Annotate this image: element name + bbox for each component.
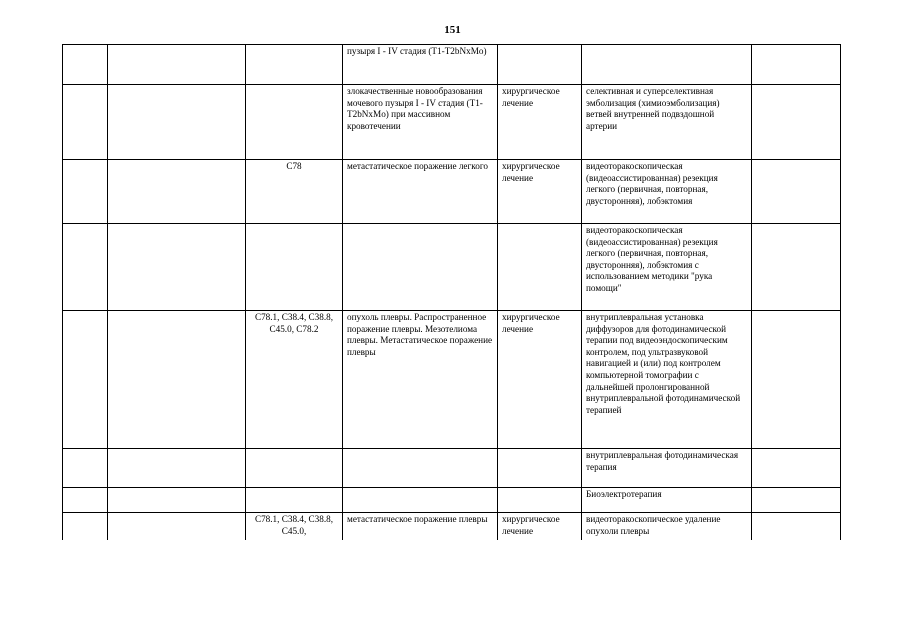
table-row	[63, 224, 841, 311]
cell-index	[63, 160, 108, 224]
cell-profile	[108, 449, 246, 488]
cell-treatment-type	[498, 224, 582, 311]
cell-norm	[752, 45, 841, 85]
cell-diagnosis	[343, 224, 498, 311]
cell-index	[63, 513, 108, 541]
cell-treatment-type	[498, 45, 582, 85]
cell-icd-code	[246, 45, 343, 85]
cell-norm	[752, 488, 841, 513]
cell-treatment-type	[498, 449, 582, 488]
cell-norm	[752, 449, 841, 488]
table-row	[63, 449, 841, 488]
cell-index	[63, 311, 108, 449]
cell-norm	[752, 311, 841, 449]
cell-treatment-type: хирургическое лечение	[498, 513, 582, 541]
cell-treatment-method: внутриплевральная установка диффузоров для фотодинамической терапии под видеоэндоскопическим контролем, под ультразвуковой навигацией и (или) под контролем компьютерной томографии с дальнейшей пролонгированной внутриплевральной фотодинамической терапией	[582, 311, 752, 449]
table-row	[63, 311, 841, 449]
cell-treatment-type	[498, 488, 582, 513]
table-row	[63, 45, 841, 85]
cell-index	[63, 488, 108, 513]
cell-norm	[752, 513, 841, 541]
cell-icd-code: C78.1, C38.4, C38.8, C45.0, C78.2	[246, 311, 343, 449]
medical-care-table	[62, 44, 841, 540]
cell-profile	[108, 488, 246, 513]
cell-index	[63, 224, 108, 311]
cell-diagnosis: метастатическое поражение легкого	[343, 160, 498, 224]
cell-treatment-method: селективная и суперселективная эмболизация (химиоэмболизация) ветвей внутренней подвздошной артерии	[582, 85, 752, 160]
cell-diagnosis: злокачественные новообразования мочевого пузыря I - IV стадия (T1-T2bNxMo) при массивном кровотечении	[343, 85, 498, 160]
cell-treatment-type: хирургическое лечение	[498, 85, 582, 160]
cell-index	[63, 449, 108, 488]
cell-profile	[108, 45, 246, 85]
table-row	[63, 85, 841, 160]
cell-diagnosis: пузыря I - IV стадия (T1-T2bNxMo)	[343, 45, 498, 85]
cell-diagnosis	[343, 449, 498, 488]
cell-icd-code: C78.1, C38.4, C38.8, C45.0,	[246, 513, 343, 541]
cell-diagnosis: метастатическое поражение плевры	[343, 513, 498, 541]
cell-icd-code: C78	[246, 160, 343, 224]
cell-norm	[752, 85, 841, 160]
cell-treatment-method: видеоторакоскопическое удаление опухоли плевры	[582, 513, 752, 541]
cell-treatment-type: хирургическое лечение	[498, 311, 582, 449]
cell-icd-code	[246, 449, 343, 488]
page-number: 151	[444, 24, 461, 36]
cell-profile	[108, 224, 246, 311]
table-row	[63, 488, 841, 513]
cell-profile	[108, 160, 246, 224]
cell-diagnosis	[343, 488, 498, 513]
cell-icd-code	[246, 85, 343, 160]
cell-treatment-method: внутриплевральная фотодинамическая терапия	[582, 449, 752, 488]
cell-treatment-method: видеоторакоскопическая (видеоассистированная) резекция легкого (первичная, повторная, двусторонняя), лобэктомия с использованием методики "рука помощи"	[582, 224, 752, 311]
cell-profile	[108, 311, 246, 449]
cell-norm	[752, 160, 841, 224]
cell-diagnosis: опухоль плевры. Распространенное поражение плевры. Мезотелиома плевры. Метастатическое поражение плевры	[343, 311, 498, 449]
cell-treatment-method: видеоторакоскопическая (видеоассистированная) резекция легкого (первичная, повторная, двусторонняя), лобэктомия	[582, 160, 752, 224]
cell-treatment-method	[582, 45, 752, 85]
cell-icd-code	[246, 488, 343, 513]
cell-profile	[108, 513, 246, 541]
cell-icd-code	[246, 224, 343, 311]
cell-treatment-method: Биоэлектротерапия	[582, 488, 752, 513]
cell-treatment-type: хирургическое лечение	[498, 160, 582, 224]
table-row	[63, 513, 841, 541]
cell-profile	[108, 85, 246, 160]
cell-index	[63, 85, 108, 160]
table-row	[63, 160, 841, 224]
cell-index	[63, 45, 108, 85]
cell-norm	[752, 224, 841, 311]
